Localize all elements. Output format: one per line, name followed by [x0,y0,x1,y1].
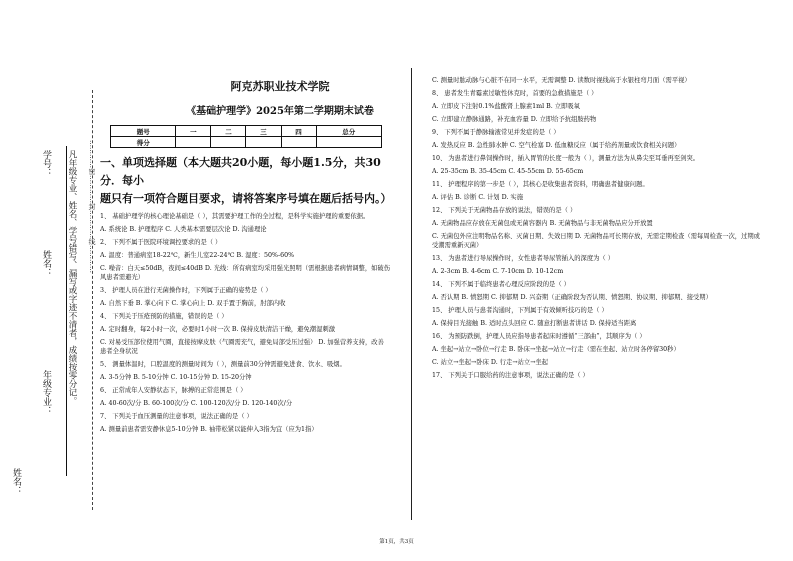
question-stem: 13、 为患者进行导尿操作时，女性患者导尿管插入的深度为（ ） [432,255,615,262]
question-block [100,412,390,434]
score-table [110,125,382,148]
question-options: A. 2-3cm B. 4-6cm C. 7-10cm D. 10-12cm [432,268,564,275]
student-id-label: 学号： [41,150,51,177]
seal-line-text: …………密…………封…………线………… [88,140,96,273]
left-column [100,78,390,434]
column-divider [411,68,412,520]
score-input-cell[interactable] [176,137,211,148]
question-options: A. 否认期 B. 愤怒期 C. 抑郁期 D. 兴奋期（正确阶段为否认期、愤怒期、协议期、抑郁期、接受期） [432,294,712,301]
question-options: A. 25-35cm B. 35-45cm C. 45-55cm D. 55-65cm [432,168,584,175]
question-stem: 8、 患者发生青霉素过敏性休克时，首要的急救措施是（ ） [432,90,598,97]
question-options: A. 坐起→站立→卧位→行走 B. 卧床→坐起→站立→行走（需在坐起、站立时各停留30秒） [432,346,680,353]
question-stem: 12、 下列关于无菌物品存放的说法，错误的是（ ） [432,207,577,214]
question-block [432,371,762,380]
question-options: A. 立即皮下注射0.1%盐酸肾上腺素1ml B. 立即吸氧 [432,103,580,110]
question-options: A. 测量前患者需安静休息5-10分钟 B. 袖带松紧以能伸入3指为宜（应为1指） [100,426,318,433]
question-options: C. 站立→坐起→卧床 D. 行走→站立→坐起 [432,359,549,366]
question-options: A. 定时翻身，每2小时一次，必要时1小时一次 B. 保持皮肤清洁干燥，避免潮湿刺激 [100,326,335,333]
question-options: C. 噪音：白天≤50dB，夜间≤40dB D. 光线：所有病室均采用强光照明（需根据患者病情调整，如破伤风患者需避光） [100,265,391,281]
question-stem: 3、 护理人员在进行无菌操作时，下列属于正确的姿势是（ ） [100,287,272,294]
score-cell: 二 [211,126,246,137]
school-name: 阿克苏职业技术学院 [230,80,330,93]
question-options: A. 3-5分钟 B. 5-10分钟 C. 10-15分钟 D. 15-20分钟 [100,374,252,381]
question-stem: 5、 测量体温时，口腔温度的测量时间为（ ），测量前30分钟需避免进食、饮水、吸烟。 [100,361,346,368]
name-label: 姓名： [41,250,51,277]
signature-label: 姓名： [11,468,21,495]
score-input-cell[interactable] [316,137,381,148]
question-options: A. 系统论 B. 护理程序 C. 人类基本需要层次论 D. 沟通理论 [100,226,267,233]
score-header-row [111,126,382,137]
question-stem: 11、 护理程序的第一步是（ ），其核心是收集患者资料，明确患者健康问题。 [432,181,649,188]
question-options: A. 无菌物品应存放在无菌包或无菌容器内 B. 无菌物品与非无菌物品应分开放置 [432,220,653,227]
question-options: A. 自然下垂 B. 掌心向下 C. 掌心向上 D. 双手置于胸前，肘部内收 [100,300,286,307]
question-block [100,360,390,382]
question-stem: 10、 为患者进行鼻饲操作时，插入胃管的长度一般为（ ），测量方法为从鼻尖至耳垂再至剑突。 [432,155,700,162]
exam-title: 《基础护理学》2025年第二学期期末试卷 [186,106,374,117]
question-options: A. 发热反应 B. 急性肺水肿 C. 空气栓塞 D. 低血糖反应（属于给药剂量或饮食相关问题） [432,142,681,149]
question-block [432,254,762,276]
question-stem: 2、 下列不属于医院环境调控要求的是（ ） [100,239,222,246]
question-stem: 16、 为预防跌倒，护理人员应指导患者起床时遵循“三部曲”，其顺序为（ ） [432,333,646,340]
right-column [432,72,762,380]
question-stem: 1、 基础护理学的核心理论基础是（ ），其需要护理工作的全过程，是科学实施护理的重要依据。 [100,213,370,220]
score-cell: 四 [281,126,316,137]
question-options: A. 40-60次/分 B. 60-100次/分 C. 100-120次/分 D. 120-140次/分 [100,400,293,407]
question-stem: 6、 正常成年人安静状态下，脉搏的正常范围是（ ） [100,387,247,394]
question-block [100,386,390,408]
question-stem: 17、 下列关于口服给药的注意事项，说法正确的是（ ） [432,372,589,379]
question-block [100,312,390,356]
question-block [100,212,390,234]
binding-margin [0,0,100,561]
question-block [432,180,762,202]
question-block [432,89,762,124]
score-cell: 三 [246,126,281,137]
question-block [432,128,762,150]
question-block [432,154,762,176]
section-title [100,154,390,208]
question-stem: 4、 下列关于压疮预防的措施，错误的是（ ） [100,313,228,320]
right-question-list [432,76,762,380]
question-options: A. 温度：普通病室18-22℃，新生儿室22-24℃ B. 湿度：50%-60% [100,252,295,259]
question-block [432,280,762,302]
major-label: 年级专业： [41,370,51,415]
score-cell: 得分 [111,137,176,148]
question-options: C. 无菌包外应注明物品名称、灭菌日期、失效日期 D. 无菌物品可长期存放，无需定期检查（需每周检查一次，过期或受潮需重新灭菌） [432,233,760,249]
binding-rules: 凡年级专业、姓名、学号错写、漏写或字迹不清者，成绩按零分记。 [67,150,77,405]
question-block [100,238,390,282]
section-title-line: 一、单项选择题（本大题共20小题，每小题1.5分，共30分．每小 [100,156,381,187]
question-block [432,306,762,328]
left-question-list [100,212,390,434]
question-block [100,286,390,308]
score-input-cell[interactable] [246,137,281,148]
question-block [432,206,762,250]
question-stem: 7、 下列关于血压测量的注意事项，说法正确的是（ ） [100,413,253,420]
score-cell: 一 [176,126,211,137]
question-stem: 14、 下列不属于临终患者心理反应阶段的是（ ） [432,281,570,288]
question-options: C. 立即建立静脉通路，补充血容量 D. 立即给予抗组胺药物 [432,116,597,123]
question-block [432,76,762,85]
score-input-cell[interactable] [211,137,246,148]
score-cell: 题号 [111,126,176,137]
question-stem: 9、 下列不属于静脉输液常见并发症的是（ ） [432,129,560,136]
page-footer: 第1页，共3页 [379,539,414,545]
question-options: A. 保持目光接触 B. 适时点头回应 C. 随意打断患者讲话 D. 保持适当距离 [432,320,637,327]
question-stem: 15、 护理人员与患者沟通时，下列属于有效倾听技巧的是（ ） [432,307,608,314]
question-block [432,332,762,367]
question-options: C. 测量时肱动脉与心脏不在同一水平，无需调整 D. 读数时视线高于水银柱弯月面（需平视） [432,77,691,84]
score-cell: 总分 [316,126,381,137]
question-options: A. 评估 B. 诊断 C. 计划 D. 实施 [432,194,523,201]
score-value-row [111,137,382,148]
question-options: C. 对易受压部位使用气圈，直接按摩皮肤（气圈需充气，避免局部受压过强） D. 加强营养支持，改善患者全身状况 [100,339,384,355]
section-title-line: 题只有一项符合题目要求，请将答案序号填在题后括号内。） [100,192,392,205]
score-input-cell[interactable] [281,137,316,148]
